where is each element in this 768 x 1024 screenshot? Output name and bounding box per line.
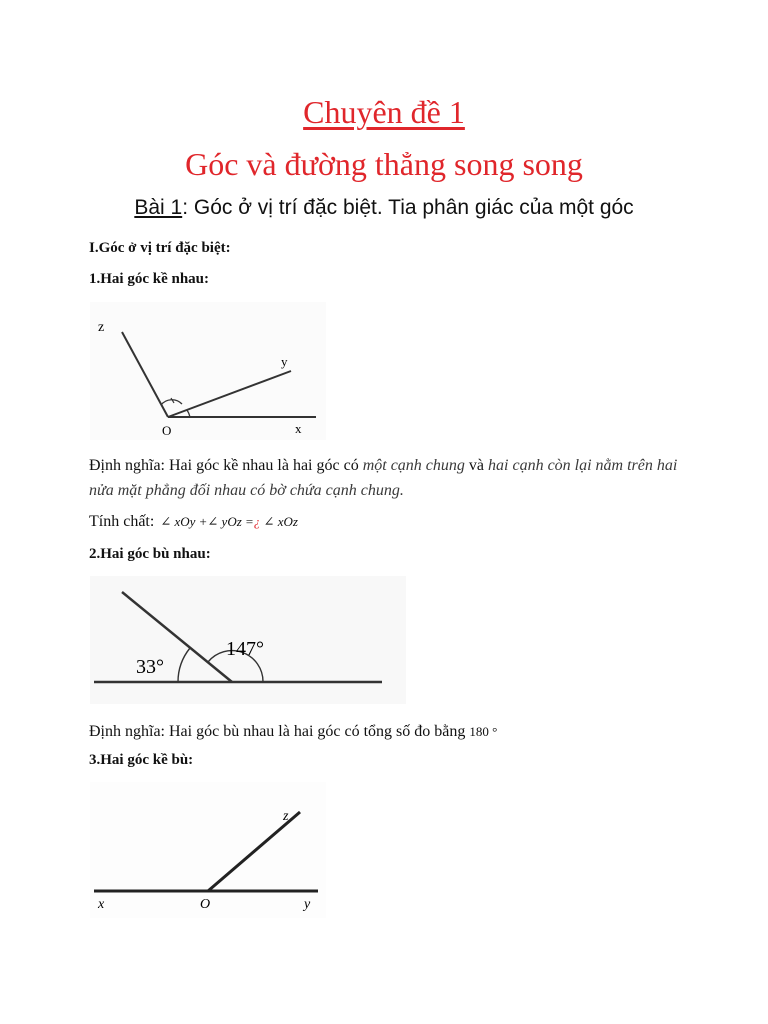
label-x: x xyxy=(98,897,105,912)
definition-adjacent xyxy=(89,453,689,503)
lesson-label: Bài 1 xyxy=(134,196,183,219)
section-heading: I.Góc ở vị trí đặc biệt: xyxy=(89,240,231,256)
label-x: x xyxy=(295,421,302,436)
supplementary-angles-figure xyxy=(90,576,406,704)
document-subtitle: Góc và đường thẳng song song xyxy=(185,146,583,182)
label-y: y xyxy=(281,354,288,369)
definition-emphasis: hai cạnh còn lại nằm trên hai nửa mặt phẳng đối nhau có bờ chứa cạnh chung xyxy=(89,457,678,499)
property-adjacent xyxy=(89,509,298,534)
subsection-linear-pair: 3.Hai góc kề bù: xyxy=(89,752,194,768)
label-z: z xyxy=(98,320,105,335)
definition-emphasis: một cạnh chung xyxy=(362,457,465,474)
label-o: O xyxy=(200,897,211,912)
degree-value: 180 ° xyxy=(469,724,498,739)
definition-text: Định nghĩa: Hai góc bù nhau là hai góc có tổng số đo bằng xyxy=(89,723,466,740)
adjacent-angles-figure xyxy=(90,302,326,440)
formula-rhs: ∠ xOz xyxy=(260,514,298,529)
property-label: Tính chất: xyxy=(89,513,155,530)
definition-text: Định nghĩa: Hai góc kề nhau là hai góc có xyxy=(89,457,363,474)
document-title: Chuyên đề 1 xyxy=(303,94,465,130)
subsection-supplementary-angles: 2.Hai góc bù nhau: xyxy=(89,546,211,562)
subsection-adjacent-angles: 1.Hai góc kề nhau: xyxy=(89,271,210,287)
label-y: y xyxy=(304,897,311,912)
lesson-title xyxy=(0,196,768,220)
label-o: O xyxy=(162,423,172,438)
definition-text: và xyxy=(464,457,489,474)
angle-label-33: 33° xyxy=(136,656,164,678)
definition-supplementary xyxy=(89,719,497,744)
linear-pair-figure xyxy=(90,782,326,918)
definition-text: . xyxy=(399,482,404,499)
angle-label-147: 147° xyxy=(226,638,264,660)
lesson-title-text: : Góc ở vị trí đặc biệt. Tia phân giác của một góc xyxy=(182,196,634,219)
property-formula xyxy=(160,514,298,529)
formula-symbol: ¿ xyxy=(253,514,261,529)
formula-lhs: ∠ xOy +∠ yOz = xyxy=(160,514,254,529)
label-z: z xyxy=(283,809,289,824)
